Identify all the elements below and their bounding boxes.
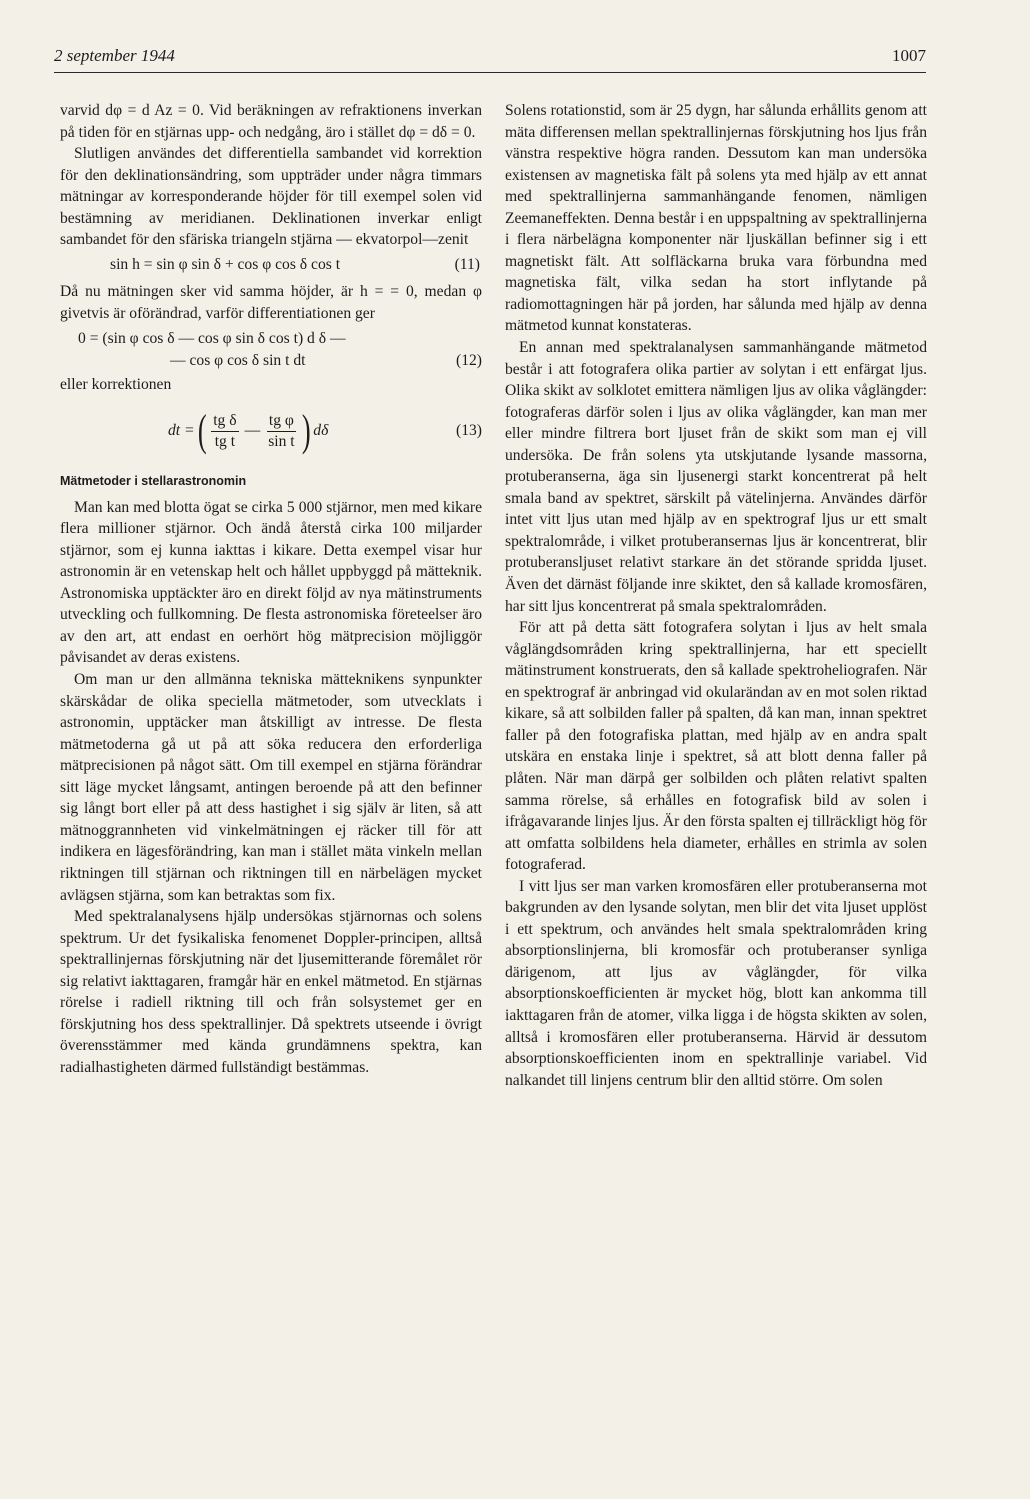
header-date: 2 september 1944 — [54, 46, 175, 65]
fraction-1 — [211, 411, 238, 452]
fraction-2 — [266, 411, 296, 452]
equation-number: (12) — [456, 352, 482, 370]
fraction-denominator: sin t — [268, 432, 295, 450]
right-paren: ) — [301, 406, 311, 456]
equation-text: — cos φ cos δ sin t dt — [170, 352, 306, 370]
equation-11 — [60, 254, 482, 276]
equation-text: sin h = sin φ sin δ + cos φ cos δ cos t — [110, 255, 341, 273]
left-paren: ( — [197, 406, 207, 456]
fraction-denominator: tg t — [214, 432, 236, 450]
left-column — [60, 100, 482, 1078]
paragraph: Om man ur den allmänna tekniska mätteknikens synpunkter skärskådar de olika speciella mätmetoder, som utvecklats i astronomin, upptäcker man åtskilligt av intresse. De flesta mätmetoderna gå ut på att söka reducera den erforderliga mätprecisionen på något sätt. Om till exempel en stjärna förändrar sitt läge mycket långsamt, antingen beroende på att den befinner sig långt bort eller på att dess hastighet i sig själv är liten, så att mätnoggrannheten vid vinkelmätningen ej räcker till för att indikera en lägesförändring, kan man i stället mäta vinkeln mellan riktningen till stjärnan och riktningen till en närbelägen mycket avlägsen stjärna, som kan betraktas som fix. — [60, 671, 482, 904]
fraction-numerator: tg δ — [211, 411, 238, 432]
paragraph: Man kan med blotta ögat se cirka 5 000 stjärnor, men med kikare flera millioner stjärnor. Och ändå återstå cirka 100 miljarder stjärnor, som ej kunna iakttas i kikare. Detta exempel visar hur astronomin är en vetenskap helt och hållet uppbyggd på mätteknik. Astronomiska upptäckter äro en direkt följd av nya mätinstruments utveckling och fullkomning. De flesta astronomiska företeelser äro av den art, att endast en oerhört hög mätprecision möjliggör påvisandet av deras existens. — [60, 498, 482, 667]
equation-13 — [60, 401, 482, 461]
minus-sign: — — [244, 422, 261, 440]
paragraph: En annan med spektralanalysen sammanhängande mätmetod består i att fotografera olika partier av solytan i ett enfärgat ljus. Olika skikt av solklotet emittera nämligen ljus av olika våglängder: fotograferas därför solen i ljus av olika våglängder, kan man mer eller mindre filtrera bort ljuset från de skikt som man ej vill undersöka. De från solens yta utskjutande lysande massorna, protuberanserna, äga sin ljusenergi starkt koncentrerat på helt smala band av spektret, särskilt på vätelinjerna. Användes därför intet vitt ljus utan med hjälp av en spektrograf ljus ur ett smalt spektralområde, i vilket protuberansernas ljus är koncentrerat, blir protuberansljuset relativt starkare än det störande spridda ljuset. Även det därnäst följande inre skiktet, den så kallade kromosfären, har sitt ljus koncentrerat på smala spektralområden. — [505, 339, 927, 615]
equation-number: (11) — [454, 255, 480, 273]
paragraph: varvid dφ = d Az = 0. Vid beräkningen av refraktionens inverkan på tiden för en stjärnas upp- och nedgång, äro i stället dφ = dδ = 0. — [60, 102, 482, 141]
paragraph: eller korrektionen — [60, 375, 172, 393]
equation-suffix: dδ — [313, 422, 329, 440]
page-number: 1007 — [892, 46, 926, 65]
equation-lhs: dt = — [168, 422, 195, 440]
equation-12-line2 — [60, 350, 482, 372]
section-heading: Mätmetoder i stellarastronomin — [60, 474, 247, 489]
equation-12-line1: 0 = (sin φ cos δ — cos φ sin δ cos t) d δ — — [78, 330, 346, 348]
fraction-numerator: tg φ — [267, 411, 296, 432]
paragraph: Med spektralanalysens hjälp undersökas stjärnornas och solens spektrum. Ur det fysikaliska fenomenet Doppler-principen, alltså spektrallinjernas förskjutning när det ljusemitterande föremålet rör sig relativt iakttagaren, framgår här en enkel mätmetod. En stjärnas rörelse i radiell riktning till och från solsystemet ger en förskjutning hos dess spektrallinjer. Då spektrets utseende i övrigt överensstämmer med kända grundämnens spektra, kan radialhastigheten därmed fullständigt bestämmas. — [60, 908, 482, 1076]
equation-number: (13) — [456, 422, 482, 440]
page-header — [54, 44, 926, 73]
paragraph: Slutligen användes det differentiella sambandet vid korrektion för den deklinationsändring, som uppträder under några timmars mätningar av korresponderande höjder för till exempel solen vid bestämning av meridianen. Deklinationen inverkar enligt sambandet för den sfäriska triangeln stjärna — ekvatorpol—zenit — [60, 145, 482, 249]
paragraph: Då nu mätningen sker vid samma höjder, är h = = 0, medan φ givetvis är oförändrad, varför differentiationen ger — [60, 283, 482, 322]
paragraph: I vitt ljus ser man varken kromosfären eller protuberanserna mot bakgrunden av den lysande solytan, men blir det vita ljuset upplöst i ett spektrum, och användes helt smala spektralområden kring absorptionslinjerna, bli kromosfär och protuberanser synliga därigenom, att ljus av våglängder, för vilka absorptionskoefficienten är mycket hög, blott kan ankomma till iakttagaren från de atomer, vilka ligga i de högsta skikten av solen, alltså i kromosfären eller protuberanserna. Härvid är dessutom absorptionskoefficienten inom en spektrallinje variabel. Vid nalkandet till linjens centrum blir den alltid större. Om solen — [505, 877, 927, 1089]
right-column — [505, 100, 927, 1091]
paragraph: Solens rotationstid, som är 25 dygn, har sålunda erhållits genom att mäta differensen mellan spektrallinjernas förskjutning hos ljus från vänstra respektive högra randen. Dessutom kan man undersöka existensen av magnetiska fält på solens yta med hjälp av ett annat med spektrallinjerna sammanhängande fenomen, nämligen Zeemaneffekten. Denna består i en uppspaltning av spektrallinjerna i flera närbelägna komponenter när ljuskällan befinner sig i ett magnetiskt fält. Att solfläckarna bruka vara förbundna med magnetiska fält, vilka sedan ha stort inflytande på radiomottagningen här på jorden, har sålunda med hjälp av denna mätmetod kunnat konstateras. — [505, 102, 927, 335]
paragraph: För att på detta sätt fotografera solytan i ljus av helt smala våglängdsområden kring spektrallinjerna, har ett speciellt mätinstrument konstruerats, den så kallade spektroheliografen. När en spektrograf är anbringad vid okularändan av en mot solen riktad kikare, så att solbilden faller på spalten, då kan man, innan spektret faller på den fotografiska plattan, med hjälp av en andra spalt utskära en enstaka linje i spektret, så att blott denna faller på plåten. När man därpå ger solbilden och plåten relativt spalten samma rörelse, så erhålles en fotografisk bild av solen i ifrågavarande linjes ljus. Är den första spalten ej tillräckligt hög för att omfatta solbildens hela diameter, erhålles en strimla av solen fotograferad. — [505, 619, 927, 874]
